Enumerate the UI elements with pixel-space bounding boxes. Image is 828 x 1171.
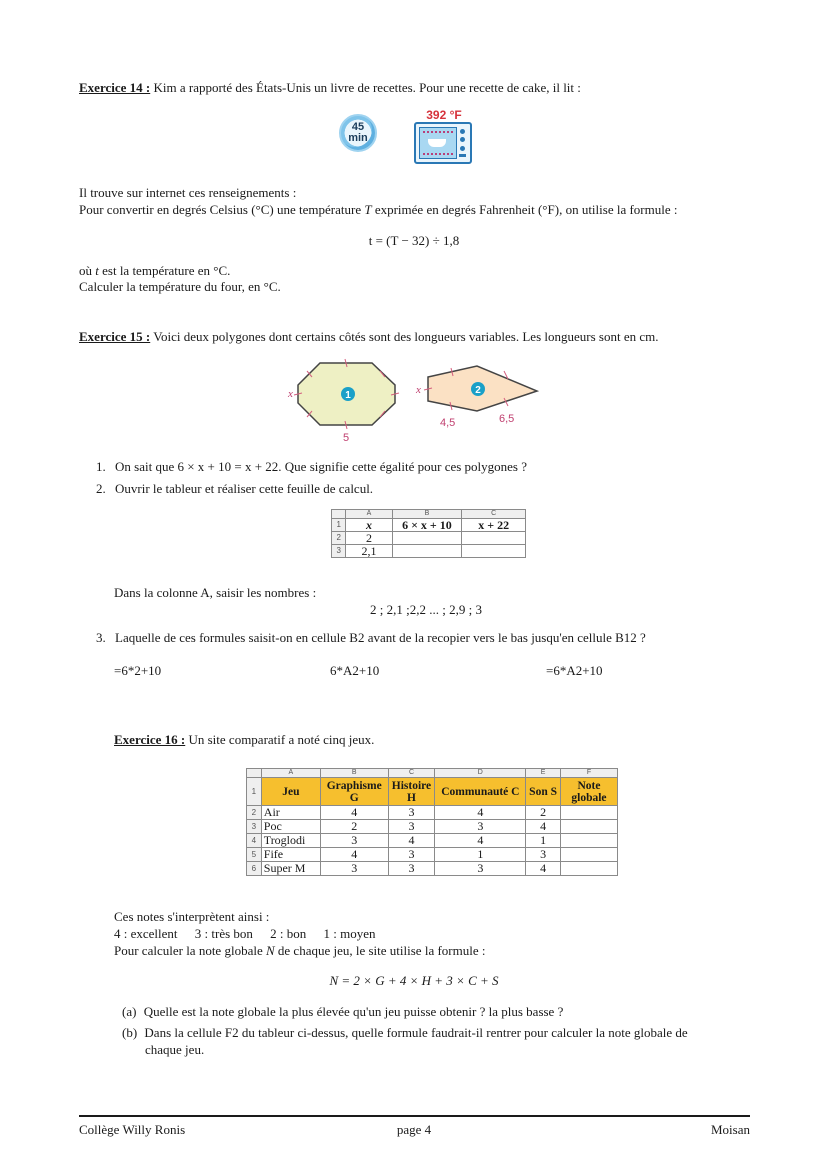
polygon-2-side-label: x bbox=[416, 384, 421, 396]
corner-cell bbox=[332, 510, 346, 519]
cell: 2 bbox=[346, 532, 392, 545]
column-header: B bbox=[392, 510, 462, 519]
formula-choice-2: 6*A2+10 bbox=[330, 663, 380, 678]
footer-author: Moisan bbox=[711, 1122, 750, 1137]
row-header: 3 bbox=[332, 545, 346, 558]
exercise-15-intro: Voici deux polygones dont certains côtés sont des longueurs variables. Les longueurs sont en cm. bbox=[153, 329, 659, 344]
exercise-16-heading bbox=[114, 732, 374, 748]
cell bbox=[560, 862, 617, 876]
column-header: D bbox=[435, 769, 526, 778]
question-number: 1. bbox=[96, 459, 106, 474]
exercise-15-question-3 bbox=[96, 630, 646, 646]
oven-icon bbox=[414, 122, 472, 164]
table-row bbox=[247, 806, 618, 820]
header-cell: Communauté C bbox=[435, 778, 526, 806]
cell: 4 bbox=[320, 806, 388, 820]
exercise-14-variable-def bbox=[79, 263, 230, 279]
exercise-16-question-a bbox=[122, 1004, 563, 1020]
table-row bbox=[332, 532, 526, 545]
oven-temperature: 392 °F bbox=[426, 108, 462, 122]
column-header: A bbox=[346, 510, 392, 519]
corner-cell bbox=[247, 769, 262, 778]
exercise-16-question-b-cont: chaque jeu. bbox=[145, 1042, 205, 1057]
variable-N: N bbox=[265, 943, 275, 958]
column-header: C bbox=[462, 510, 526, 519]
table-row bbox=[247, 820, 618, 834]
polygon-2-right-label: 6,5 bbox=[499, 413, 515, 425]
cell: 3 bbox=[388, 862, 435, 876]
cell: 4 bbox=[526, 862, 561, 876]
row-header: 3 bbox=[247, 820, 262, 834]
rating-scale bbox=[114, 926, 376, 942]
cell: 3 bbox=[320, 834, 388, 848]
cell bbox=[560, 834, 617, 848]
header-cell: Graphisme G bbox=[320, 778, 388, 806]
scale-item: 3 : très bon bbox=[194, 926, 253, 941]
column-header: C bbox=[388, 769, 435, 778]
cell: 4 bbox=[388, 834, 435, 848]
scale-item: 1 : moyen bbox=[323, 926, 376, 941]
cell: 3 bbox=[435, 820, 526, 834]
polygon-2 bbox=[415, 366, 537, 429]
formula-intro bbox=[114, 943, 485, 959]
text: est la température en °C. bbox=[98, 263, 231, 278]
cell: 1 bbox=[526, 834, 561, 848]
cell: 3 bbox=[526, 848, 561, 862]
fill-instruction: Dans la colonne A, saisir les nombres : bbox=[114, 585, 317, 600]
cell: Poc bbox=[261, 820, 320, 834]
scale-item: 2 : bon bbox=[270, 926, 307, 941]
column-header: E bbox=[526, 769, 561, 778]
exercise-16-title: Exercice 16 : bbox=[114, 732, 186, 747]
polygon-1-side-label: x bbox=[288, 388, 293, 400]
cell: 2 bbox=[320, 820, 388, 834]
cell: Troglodi bbox=[261, 834, 320, 848]
table-row bbox=[332, 545, 526, 558]
spreadsheet-polygons bbox=[331, 509, 526, 558]
cell: 3 bbox=[320, 862, 388, 876]
question-text: Quelle est la note globale la plus élevée qu'un jeu puisse obtenir ? la plus basse ? bbox=[143, 1004, 564, 1019]
row-header: 2 bbox=[332, 532, 346, 545]
polygon-2-number: 2 bbox=[475, 385, 481, 396]
header-cell: Jeu bbox=[261, 778, 320, 806]
spreadsheet-games bbox=[246, 768, 618, 876]
row-header: 4 bbox=[247, 834, 262, 848]
table-row bbox=[247, 848, 618, 862]
cell: 3 bbox=[388, 806, 435, 820]
cell: 4 bbox=[435, 806, 526, 820]
fill-values: 2 ; 2,1 ;2,2 ... ; 2,9 ; 3 bbox=[370, 602, 482, 617]
text: exprimée en degrés Fahrenheit (°F), on utilise la formule : bbox=[371, 202, 678, 217]
footer-page-number: page 4 bbox=[396, 1122, 432, 1137]
exercise-15-question-1 bbox=[96, 459, 527, 475]
row-header: 1 bbox=[247, 778, 262, 806]
global-rating-formula: N = 2 × G + 4 × H + 3 × C + S bbox=[329, 973, 499, 988]
polygon-1-bottom-label: 5 bbox=[343, 432, 350, 444]
cell bbox=[392, 545, 462, 558]
question-number: 2. bbox=[96, 481, 106, 496]
header-row bbox=[247, 778, 618, 806]
exercise-14-heading bbox=[79, 80, 581, 96]
exercise-14-formula: t = (T − 32) ÷ 1,8 bbox=[368, 233, 460, 248]
cell: 3 bbox=[388, 848, 435, 862]
footer-divider bbox=[79, 1115, 750, 1117]
cell bbox=[560, 820, 617, 834]
exercise-14-question: Calculer la température du four, en °C. bbox=[79, 279, 281, 294]
polygon-1-number: 1 bbox=[345, 390, 351, 401]
question-label: (b) bbox=[122, 1025, 138, 1040]
formula-choice-3: =6*A2+10 bbox=[546, 663, 603, 678]
footer-school: Collège Willy Ronis bbox=[79, 1122, 186, 1137]
cell: Super M bbox=[261, 862, 320, 876]
header-cell: Note globale bbox=[560, 778, 617, 806]
polygon-2-bottom-label: 4,5 bbox=[440, 417, 456, 429]
variable-t: t bbox=[95, 263, 99, 278]
oven-figure bbox=[414, 108, 474, 164]
table-row bbox=[332, 519, 526, 532]
exercise-15-title: Exercice 15 : bbox=[79, 329, 151, 344]
cell: 4 bbox=[320, 848, 388, 862]
table-row bbox=[247, 834, 618, 848]
cell bbox=[560, 848, 617, 862]
scale-item: 4 : excellent bbox=[114, 926, 178, 941]
exercise-16-intro: Un site comparatif a noté cinq jeux. bbox=[188, 732, 375, 747]
question-text: On sait que 6 × x + 10 = x + 22. Que signifie cette égalité pour ces polygones ? bbox=[115, 459, 528, 474]
cell: 3 bbox=[388, 820, 435, 834]
cell: 4 bbox=[526, 820, 561, 834]
cell: Fife bbox=[261, 848, 320, 862]
cell: 2,1 bbox=[346, 545, 392, 558]
cell: 2 bbox=[526, 806, 561, 820]
interpretation-title: Ces notes s'interprètent ainsi : bbox=[114, 909, 270, 924]
exercise-16-question-b bbox=[122, 1025, 688, 1041]
exercise-14-title: Exercice 14 : bbox=[79, 80, 151, 95]
formula-choice-1: =6*2+10 bbox=[114, 663, 162, 678]
table-row bbox=[247, 862, 618, 876]
cell: 1 bbox=[435, 848, 526, 862]
cell bbox=[392, 532, 462, 545]
row-header: 1 bbox=[332, 519, 346, 532]
cell: x + 22 bbox=[462, 519, 526, 532]
question-label: (a) bbox=[122, 1004, 137, 1019]
variable-T: T bbox=[364, 202, 372, 217]
column-header: A bbox=[261, 769, 320, 778]
exercise-14-info-line: Il trouve sur internet ces renseignements : bbox=[79, 185, 297, 200]
column-header: F bbox=[560, 769, 617, 778]
polygon-1 bbox=[287, 359, 399, 444]
text: Pour calculer la note globale bbox=[114, 943, 266, 958]
question-text: Dans la cellule F2 du tableur ci-dessus, quelle formule faudrait-il rentrer pour calculer la note globale de bbox=[144, 1025, 688, 1040]
question-number: 3. bbox=[96, 630, 106, 645]
cell bbox=[462, 532, 526, 545]
cell: 4 bbox=[435, 834, 526, 848]
timer-value: 45 bbox=[351, 121, 365, 133]
row-header: 6 bbox=[247, 862, 262, 876]
column-header: B bbox=[320, 769, 388, 778]
exercise-14-intro: Kim a rapporté des États-Unis un livre de recettes. Pour une recette de cake, il lit : bbox=[153, 80, 581, 95]
cell: Air bbox=[261, 806, 320, 820]
text: Pour convertir en degrés Celsius (°C) une température bbox=[79, 202, 365, 217]
cell bbox=[560, 806, 617, 820]
question-text: Laquelle de ces formules saisit-on en cellule B2 avant de la recopier vers le bas jusqu'en cellule B12 ? bbox=[115, 630, 646, 645]
cell: 3 bbox=[435, 862, 526, 876]
exercise-14-formula-intro bbox=[79, 202, 678, 218]
header-cell: Histoire H bbox=[388, 778, 435, 806]
question-text: Ouvrir le tableur et réaliser cette feuille de calcul. bbox=[115, 481, 374, 496]
timer-unit: min bbox=[348, 132, 368, 144]
text: où bbox=[79, 263, 96, 278]
header-cell: Son S bbox=[526, 778, 561, 806]
cell bbox=[462, 545, 526, 558]
cell: x bbox=[346, 519, 392, 532]
exercise-15-question-2 bbox=[96, 481, 373, 497]
timer-icon bbox=[339, 114, 377, 152]
row-header: 5 bbox=[247, 848, 262, 862]
exercise-15-heading bbox=[79, 329, 658, 345]
text: de chaque jeu, le site utilise la formule : bbox=[274, 943, 486, 958]
cell: 6 × x + 10 bbox=[392, 519, 462, 532]
polygons-figure bbox=[285, 355, 555, 445]
row-header: 2 bbox=[247, 806, 262, 820]
